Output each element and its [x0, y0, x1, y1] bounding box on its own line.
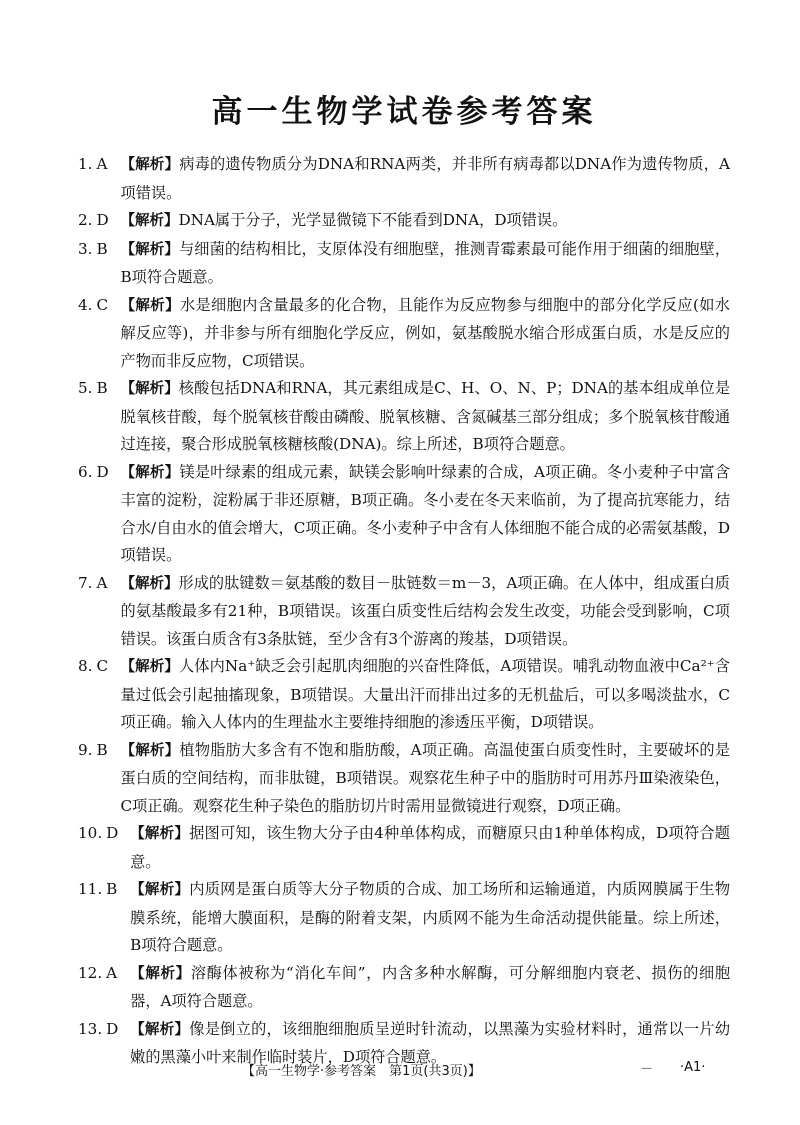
answer-item [78, 459, 730, 570]
item-answer: B [106, 880, 118, 898]
answer-item [78, 820, 730, 876]
item-number: 4. [78, 295, 93, 314]
analysis-tag: 【解析】 [120, 742, 180, 759]
explanation-text: 据图可知，该生物大分子由4种单体构成，而糖原只由1种单体构成，D项符合题意。 [130, 824, 730, 871]
item-answer: C [96, 657, 109, 675]
analysis-tag: 【解析】 [130, 882, 190, 898]
item-answer: D [106, 1019, 119, 1038]
item-explanation [121, 236, 731, 292]
item-answer: A [96, 573, 108, 592]
analysis-tag: 【解析】 [120, 381, 179, 397]
explanation-text: 形成的肽键数＝氨基酸的数目－肽链数＝m－3，A项正确。在人体中，组成蛋白质的氨基酸最多有21种，B项错误。该蛋白质变性后结构会发生改变，功能会受到影响，C项错误。该蛋白质含有3条肽链，至少含有3个游离的羧基，D项错误。 [120, 573, 730, 648]
item-answer: A [106, 963, 118, 982]
item-explanation [121, 570, 731, 654]
analysis-tag: 【解析】 [120, 241, 179, 258]
item-explanation [121, 459, 731, 570]
item-explanation [121, 207, 731, 236]
answer-item [78, 292, 730, 376]
answer-item [78, 236, 730, 292]
analysis-tag: 【解析】 [120, 157, 180, 173]
item-number: 2. [78, 211, 93, 229]
explanation-text: 人体内Na⁺缺乏会引起肌肉细胞的兴奋性降低，A项错误。哺乳动物血液中Ca²⁺含量过低会引起抽搐现象，B项错误。大量出汗而排出过多的无机盐后，可以多喝淡盐水，C项正确。输入人体内的生理盐水主要维持细胞的渗透压平衡，D项错误。 [120, 657, 731, 731]
item-number: 10. [78, 824, 103, 842]
item-number: 12. [78, 963, 103, 982]
item-explanation [121, 737, 731, 821]
answer-item [78, 653, 730, 737]
answer-item [78, 207, 730, 236]
explanation-text: 水是细胞内含量最多的化合物，且能作为反应物参与细胞中的部分化学反应(如水解反应等)，并非参与所有细胞化学反应，例如，氨基酸脱水缩合形成蛋白质，水是反应的产物而非反应物，C项错误。 [120, 295, 730, 370]
answer-item [78, 876, 730, 960]
footer-page-id: ·A1· [680, 1060, 706, 1075]
item-number: 6. [78, 462, 93, 481]
answer-list [78, 151, 730, 1072]
item-answer: B [96, 740, 108, 759]
item-answer: B [96, 239, 108, 258]
item-answer: B [96, 379, 108, 397]
analysis-tag: 【解析】 [120, 213, 179, 229]
explanation-text: 核酸包括DNA和RNA，其元素组成是C、H、O、N、P；DNA的基本组成单位是脱氧核苷酸，每个脱氧核苷酸由磷酸、脱氧核糖、含氮碱基三部分组成；多个脱氧核苷酸通过连接，聚合形成脱氧核糖核酸(DNA)。综上所述，B项符合题意。 [120, 379, 731, 453]
analysis-tag: 【解析】 [120, 575, 179, 592]
item-explanation [121, 375, 731, 459]
analysis-tag: 【解析】 [130, 826, 190, 842]
analysis-tag: 【解析】 [120, 464, 180, 481]
item-explanation [130, 960, 730, 1016]
explanation-text: 病毒的遗传物质分为DNA和RNA两类，并非所有病毒都以DNA作为遗传物质，A项错误。 [120, 155, 731, 202]
item-answer: D [106, 824, 119, 842]
analysis-tag: 【解析】 [120, 659, 179, 675]
item-number: 3. [78, 239, 93, 258]
item-number: 9. [78, 740, 93, 759]
analysis-tag: 【解析】 [130, 1021, 190, 1038]
page-title: 高一生物学试卷参考答案 [211, 94, 597, 130]
analysis-tag: 【解析】 [120, 297, 180, 314]
item-number: 11. [78, 880, 103, 898]
item-answer: D [96, 462, 109, 481]
answer-item [78, 737, 730, 821]
item-number: 5. [78, 379, 93, 397]
item-answer: A [96, 155, 108, 173]
item-number: 8. [78, 657, 93, 675]
answer-item [78, 960, 730, 1016]
item-explanation [121, 292, 731, 376]
item-explanation [130, 820, 730, 876]
explanation-text: 内质网是蛋白质等大分子物质的合成、加工场所和运输通道，内质网膜属于生物膜系统，能增大膜面积，是酶的附着支架，内质网不能为生命活动提供能量。综上所述，B项符合题意。 [130, 880, 731, 954]
footer-title: 【高一生物学·参考答案 第1页(共3页)】 [242, 1064, 481, 1079]
answer-item [78, 375, 730, 459]
analysis-tag: 【解析】 [130, 965, 191, 982]
explanation-text: 镁是叶绿素的组成元素，缺镁会影响叶绿素的合成，A项正确。冬小麦种子中富含丰富的淀粉，淀粉属于非还原糖，B项正确。冬小麦在冬天来临前，为了提高抗寒能力，结合水/自由水的值会增大，C项正确。冬小麦种子中含有人体细胞不能合成的必需氨基酸，D项错误。 [120, 462, 731, 564]
item-number: 7. [78, 573, 93, 592]
explanation-text: 与细菌的结构相比，支原体没有细胞壁，推测青霉素最可能作用于细菌的细胞壁，B项符合题意。 [120, 239, 731, 286]
explanation-text: 植物脂肪大多含有不饱和脂肪酸，A项正确。高温使蛋白质变性时，主要破坏的是蛋白质的空间结构，而非肽键，B项错误。观察花生种子中的脂肪时可用苏丹Ⅲ染液染色，C项正确。观察花生种子染色的脂肪切片时需用显微镜进行观察，D项正确。 [120, 740, 731, 815]
footer-dash: － [640, 1062, 654, 1077]
answer-item [78, 570, 730, 654]
item-number: 13. [78, 1019, 103, 1038]
item-explanation [121, 151, 731, 207]
item-explanation [121, 653, 731, 737]
item-number: 1. [78, 155, 93, 173]
explanation-text: 像是倒立的，该细胞细胞质呈逆时针流动，以黑藻为实验材料时，通常以一片幼嫩的黑藻小叶来制作临时装片，D项符合题意。 [130, 1019, 731, 1066]
explanation-text: 溶酶体被称为“消化车间”，内含多种水解酶，可分解细胞内衰老、损伤的细胞器，A项符合题意。 [130, 963, 731, 1010]
answer-item [78, 151, 730, 207]
item-answer: C [96, 295, 109, 314]
explanation-text: DNA属于分子，光学显微镜下不能看到DNA，D项错误。 [178, 211, 568, 229]
item-explanation [130, 876, 730, 960]
item-answer: D [96, 211, 109, 229]
